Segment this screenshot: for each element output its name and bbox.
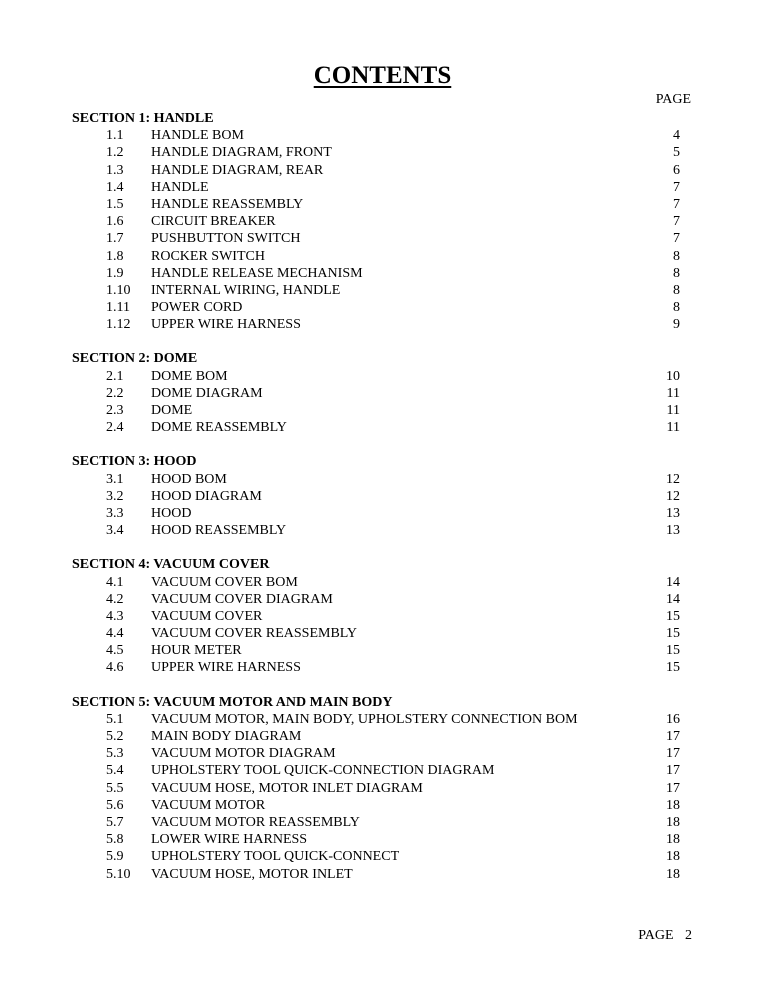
toc-entry — [72, 728, 692, 745]
entry-page: 11 — [666, 403, 680, 418]
entry-label: CIRCUIT BREAKER — [151, 214, 276, 230]
entry-number: 1.7 — [106, 231, 124, 247]
entry-page: 7 — [673, 214, 680, 230]
entry-number: 5.8 — [106, 832, 124, 848]
entry-label: VACUUM COVER REASSEMBLY — [151, 626, 358, 642]
toc-section — [72, 694, 692, 883]
toc-entry — [72, 814, 692, 831]
entry-page: 18 — [666, 797, 680, 813]
toc-entry — [72, 642, 692, 659]
entry-number: 4.6 — [106, 660, 124, 676]
toc-entry — [72, 230, 692, 247]
entry-number: 1.9 — [106, 265, 124, 281]
entry-label: VACUUM MOTOR — [151, 797, 266, 813]
toc-section — [72, 110, 692, 333]
entry-number: 4.2 — [106, 591, 124, 607]
entry-page: 15 — [666, 643, 680, 659]
entry-label: HOOD — [151, 505, 192, 521]
entry-page: 8 — [673, 300, 680, 316]
entry-number: 1.11 — [106, 300, 130, 316]
toc-entry — [72, 144, 692, 161]
entry-number: 1.1 — [106, 128, 124, 144]
section-title: SECTION 5: VACUUM MOTOR AND MAIN BODY — [72, 694, 393, 710]
entry-page: 15 — [666, 660, 680, 676]
toc-entry — [72, 385, 692, 402]
entry-page: 12 — [666, 471, 680, 487]
entry-label: VACUUM HOSE, MOTOR INLET DIAGRAM — [151, 780, 423, 796]
entry-label: VACUUM MOTOR REASSEMBLY — [151, 814, 360, 830]
toc-entry — [72, 265, 692, 282]
entry-number: 5.5 — [106, 780, 124, 796]
entry-label: LOWER WIRE HARNESS — [151, 832, 308, 848]
entry-label: UPHOLSTERY TOOL QUICK-CONNECT — [151, 849, 400, 865]
entry-label: UPHOLSTERY TOOL QUICK-CONNECTION DIAGRAM — [151, 763, 495, 779]
entry-number: 5.1 — [106, 711, 124, 727]
entry-number: 1.5 — [106, 196, 124, 212]
entry-page: 13 — [666, 523, 680, 539]
entry-page: 17 — [666, 763, 680, 779]
section-title: SECTION 2: DOME — [72, 351, 198, 367]
toc-entry — [72, 848, 692, 865]
entry-page: 18 — [666, 866, 680, 882]
entry-page: 13 — [666, 505, 680, 521]
toc-entry — [72, 162, 692, 179]
entry-page: 17 — [666, 746, 680, 762]
entry-number: 5.10 — [106, 866, 131, 882]
toc-entry — [72, 196, 692, 213]
entry-page: 15 — [666, 608, 680, 624]
toc-entry — [72, 659, 692, 676]
toc-entry — [72, 831, 692, 848]
entry-number: 5.2 — [106, 729, 124, 744]
toc-entry — [72, 248, 692, 265]
entry-label: POWER CORD — [151, 300, 243, 316]
toc-entry — [72, 522, 692, 539]
entry-label: VACUUM COVER BOM — [151, 574, 298, 590]
entry-label: DOME BOM — [151, 368, 228, 384]
entry-page: 8 — [673, 282, 680, 298]
entry-page: 16 — [666, 711, 680, 727]
entry-label: VACUUM MOTOR DIAGRAM — [151, 746, 336, 762]
entry-label: HOOD BOM — [151, 471, 227, 487]
entry-label: DOME DIAGRAM — [151, 385, 263, 401]
toc-section — [72, 453, 692, 539]
toc-entry — [72, 127, 692, 144]
entry-label: HOOD REASSEMBLY — [151, 523, 287, 539]
entry-page: 5 — [673, 145, 680, 161]
toc-entry — [72, 780, 692, 797]
toc-entry — [72, 299, 692, 316]
toc-entry — [72, 591, 692, 608]
entry-page: 11 — [666, 385, 680, 401]
entry-number: 3.2 — [106, 488, 124, 504]
entry-page: 18 — [666, 814, 680, 830]
entry-label: HANDLE RELEASE MECHANISM — [151, 265, 363, 281]
entry-number: 5.3 — [106, 746, 124, 762]
entry-number: 3.1 — [106, 471, 124, 487]
toc-entry — [72, 608, 692, 625]
entry-label: VACUUM COVER DIAGRAM — [151, 591, 333, 607]
entry-page: 4 — [673, 128, 680, 144]
entry-number: 5.7 — [106, 814, 124, 830]
entry-number: 5.6 — [106, 797, 124, 813]
entry-page: 15 — [666, 626, 680, 642]
toc-entry — [72, 574, 692, 591]
toc-entry — [72, 711, 692, 728]
entry-label: PUSHBUTTON SWITCH — [151, 231, 301, 247]
entry-label: HANDLE — [151, 179, 209, 195]
toc-entry — [72, 316, 692, 333]
entry-page: 8 — [673, 248, 680, 264]
page-column-header: PAGE — [655, 92, 691, 107]
entry-number: 1.2 — [106, 145, 124, 161]
toc-entry — [72, 505, 692, 522]
entry-number: 2.2 — [106, 385, 124, 401]
toc-entry — [72, 625, 692, 642]
toc-entry — [72, 471, 692, 488]
entry-page: 18 — [666, 832, 680, 848]
entry-page: 17 — [666, 780, 680, 796]
entry-page: 6 — [673, 162, 680, 178]
toc-entry — [72, 866, 692, 883]
entry-label: HANDLE BOM — [151, 128, 244, 144]
entry-label: DOME — [151, 403, 193, 418]
entry-number: 2.1 — [106, 368, 124, 384]
entry-label: VACUUM COVER — [151, 608, 263, 624]
entry-number: 4.4 — [106, 626, 124, 642]
entry-number: 4.1 — [106, 574, 124, 590]
entry-label: INTERNAL WIRING, HANDLE — [151, 282, 341, 298]
entry-label: VACUUM MOTOR, MAIN BODY, UPHOLSTERY CONNECTION BOM — [151, 711, 578, 727]
toc-entry — [72, 419, 692, 436]
entry-page: 18 — [666, 849, 680, 865]
toc-entry — [72, 368, 692, 385]
entry-label: HOUR METER — [151, 643, 242, 659]
toc-entry — [72, 488, 692, 505]
entry-page: 8 — [673, 265, 680, 281]
entry-number: 5.9 — [106, 849, 124, 865]
entry-label: HOOD DIAGRAM — [151, 488, 262, 504]
section-title: SECTION 3: HOOD — [72, 454, 197, 470]
table-of-contents — [72, 110, 692, 900]
entry-page: 12 — [666, 488, 680, 504]
entry-page: 7 — [673, 196, 680, 212]
toc-entry — [72, 213, 692, 230]
entry-number: 3.3 — [106, 505, 124, 521]
page-title: CONTENTS — [313, 62, 452, 89]
page-footer — [638, 928, 692, 944]
entry-label: HANDLE DIAGRAM, FRONT — [151, 145, 332, 161]
entry-number: 2.4 — [106, 420, 124, 436]
entry-number: 1.4 — [106, 179, 124, 195]
toc-entry — [72, 179, 692, 196]
section-title: SECTION 1: HANDLE — [72, 111, 214, 126]
entry-page: 14 — [666, 591, 680, 607]
entry-number: 1.6 — [106, 214, 124, 230]
entry-number: 1.12 — [106, 317, 131, 333]
footer-page-number: 2 — [685, 928, 692, 943]
entry-page: 14 — [666, 574, 680, 590]
toc-entry — [72, 762, 692, 779]
entry-label: ROCKER SWITCH — [151, 248, 265, 264]
entry-number: 1.10 — [106, 282, 131, 298]
entry-number: 3.4 — [106, 523, 124, 539]
toc-entry — [72, 745, 692, 762]
entry-page: 9 — [673, 317, 680, 333]
entry-page: 11 — [666, 420, 680, 436]
entry-page: 7 — [673, 231, 680, 247]
toc-entry — [72, 797, 692, 814]
entry-number: 4.5 — [106, 643, 124, 659]
toc-entry — [72, 402, 692, 419]
entry-label: UPPER WIRE HARNESS — [151, 660, 301, 676]
toc-section — [72, 556, 692, 676]
footer-page-label: PAGE — [638, 928, 674, 943]
entry-label: HANDLE REASSEMBLY — [151, 196, 304, 212]
entry-number: 1.3 — [106, 162, 124, 178]
section-title: SECTION 4: VACUUM COVER — [72, 557, 270, 573]
entry-page: 7 — [673, 179, 680, 195]
entry-label: DOME REASSEMBLY — [151, 420, 287, 436]
entry-label: HANDLE DIAGRAM, REAR — [151, 162, 324, 178]
entry-label: UPPER WIRE HARNESS — [151, 317, 301, 333]
entry-number: 4.3 — [106, 608, 124, 624]
entry-number: 2.3 — [106, 403, 124, 418]
entry-label: MAIN BODY DIAGRAM — [151, 729, 302, 744]
entry-page: 17 — [666, 729, 680, 744]
entry-page: 10 — [666, 368, 680, 384]
entry-number: 1.8 — [106, 248, 124, 264]
entry-label: VACUUM HOSE, MOTOR INLET — [151, 866, 353, 882]
toc-entry — [72, 282, 692, 299]
entry-number: 5.4 — [106, 763, 124, 779]
toc-section — [72, 350, 692, 436]
